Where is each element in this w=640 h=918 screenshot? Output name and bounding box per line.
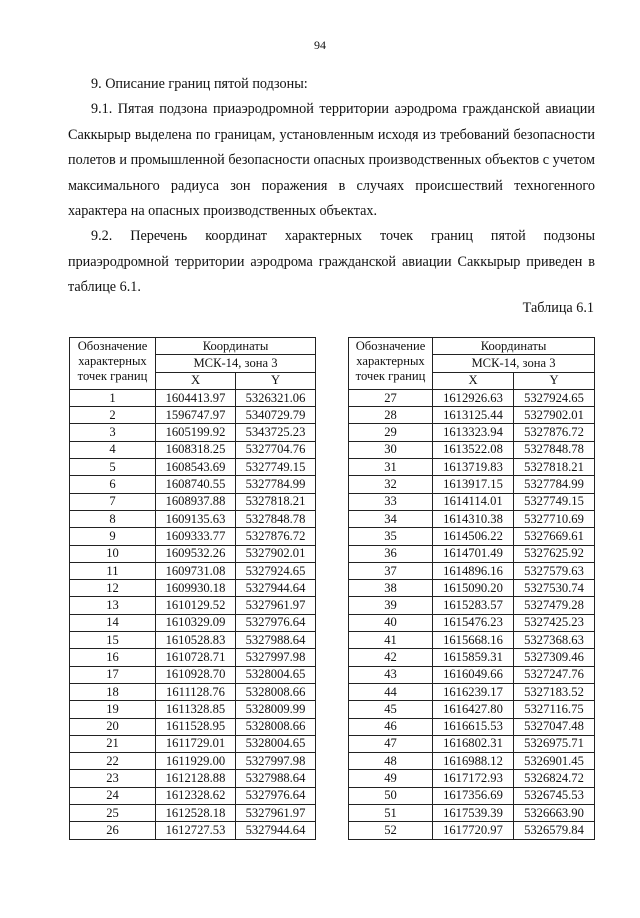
point-number-cell: 24 (70, 787, 156, 804)
y-coordinate-cell: 5327924.65 (514, 389, 595, 406)
point-number-cell: 27 (349, 389, 433, 406)
x-coordinate-cell: 1616049.66 (433, 666, 514, 683)
y-coordinate-cell: 5327749.15 (236, 459, 316, 476)
y-coordinate-cell: 5327047.48 (514, 718, 595, 735)
table-row (349, 735, 595, 752)
x-coordinate-cell: 1613522.08 (433, 441, 514, 458)
y-coordinate-cell: 5326975.71 (514, 735, 595, 752)
y-coordinate-cell: 5326663.90 (514, 805, 595, 822)
x-coordinate-cell: 1611328.85 (156, 701, 236, 718)
x-coordinate-cell: 1616239.17 (433, 683, 514, 700)
table-row (70, 701, 316, 718)
x-coordinate-cell: 1609532.26 (156, 545, 236, 562)
x-coordinate-cell: 1610728.71 (156, 649, 236, 666)
point-number-cell: 13 (70, 597, 156, 614)
y-coordinate-cell: 5328009.99 (236, 701, 316, 718)
point-number-cell: 51 (349, 805, 433, 822)
y-coordinate-cell: 5327530.74 (514, 580, 595, 597)
table-row (70, 562, 316, 579)
x-coordinate-cell: 1615859.31 (433, 649, 514, 666)
table-row (70, 407, 316, 424)
x-coordinate-cell: 1612528.18 (156, 805, 236, 822)
x-coordinate-cell: 1609135.63 (156, 510, 236, 527)
table-row (70, 424, 316, 441)
y-coordinate-cell: 5326824.72 (514, 770, 595, 787)
y-coordinate-cell: 5327309.46 (514, 649, 595, 666)
y-coordinate-cell: 5340729.79 (236, 407, 316, 424)
point-number-cell: 17 (70, 666, 156, 683)
table-row (349, 545, 595, 562)
y-coordinate-cell: 5343725.23 (236, 424, 316, 441)
x-coordinate-cell: 1616802.31 (433, 735, 514, 752)
x-coordinate-cell: 1613323.94 (433, 424, 514, 441)
x-coordinate-cell: 1612128.88 (156, 770, 236, 787)
table-row (349, 562, 595, 579)
x-coordinate-cell: 1608937.88 (156, 493, 236, 510)
x-coordinate-cell: 1610928.70 (156, 666, 236, 683)
y-coordinate-cell: 5327710.69 (514, 510, 595, 527)
y-coordinate-cell: 5327784.99 (236, 476, 316, 493)
header-x: X (156, 372, 236, 389)
y-coordinate-cell: 5327924.65 (236, 562, 316, 579)
table-row (70, 822, 316, 839)
x-coordinate-cell: 1605199.92 (156, 424, 236, 441)
y-coordinate-cell: 5327961.97 (236, 597, 316, 614)
x-coordinate-cell: 1596747.97 (156, 407, 236, 424)
x-coordinate-cell: 1612926.63 (433, 389, 514, 406)
x-coordinate-cell: 1615476.23 (433, 614, 514, 631)
x-coordinate-cell: 1608740.55 (156, 476, 236, 493)
header-designation-line-3: точек границ (77, 369, 148, 383)
y-coordinate-cell: 5326901.45 (514, 753, 595, 770)
point-number-cell: 25 (70, 805, 156, 822)
y-coordinate-cell: 5327902.01 (514, 407, 595, 424)
header-designation-line-1: Обозначение (77, 339, 148, 353)
table-row (70, 597, 316, 614)
table-row (70, 770, 316, 787)
table-row (70, 735, 316, 752)
section-heading: 9. Описание границ пятой подзоны: (91, 76, 308, 92)
y-coordinate-cell: 5327818.21 (236, 493, 316, 510)
x-coordinate-cell: 1614701.49 (433, 545, 514, 562)
x-coordinate-cell: 1613917.15 (433, 476, 514, 493)
table-row (70, 493, 316, 510)
point-number-cell: 50 (349, 787, 433, 804)
y-coordinate-cell: 5328004.65 (236, 735, 316, 752)
header-x: X (433, 372, 514, 389)
header-coordinates: Координаты (156, 338, 316, 355)
table-row (349, 701, 595, 718)
header-designation-line-1: Обозначение (355, 339, 426, 353)
table-row (70, 718, 316, 735)
point-number-cell: 19 (70, 701, 156, 718)
x-coordinate-cell: 1612727.53 (156, 822, 236, 839)
table-row (70, 459, 316, 476)
x-coordinate-cell: 1616615.53 (433, 718, 514, 735)
y-coordinate-cell: 5326579.84 (514, 822, 595, 839)
x-coordinate-cell: 1615668.16 (433, 632, 514, 649)
y-coordinate-cell: 5327784.99 (514, 476, 595, 493)
point-number-cell: 11 (70, 562, 156, 579)
y-coordinate-cell: 5327579.63 (514, 562, 595, 579)
header-y: Y (236, 372, 316, 389)
y-coordinate-cell: 5327848.78 (514, 441, 595, 458)
point-number-cell: 36 (349, 545, 433, 562)
table-row (70, 666, 316, 683)
y-coordinate-cell: 5327997.98 (236, 753, 316, 770)
header-designation-line-2: характерных (356, 354, 425, 368)
y-coordinate-cell: 5327116.75 (514, 701, 595, 718)
x-coordinate-cell: 1610528.83 (156, 632, 236, 649)
y-coordinate-cell: 5327876.72 (236, 528, 316, 545)
table-row (349, 441, 595, 458)
table-row (70, 632, 316, 649)
y-coordinate-cell: 5327988.64 (236, 632, 316, 649)
x-coordinate-cell: 1608543.69 (156, 459, 236, 476)
x-coordinate-cell: 1614896.16 (433, 562, 514, 579)
table-row (70, 787, 316, 804)
point-number-cell: 16 (70, 649, 156, 666)
x-coordinate-cell: 1611729.01 (156, 735, 236, 752)
point-number-cell: 23 (70, 770, 156, 787)
page-number: 94 (314, 38, 326, 52)
x-coordinate-cell: 1608318.25 (156, 441, 236, 458)
point-number-cell: 6 (70, 476, 156, 493)
point-number-cell: 49 (349, 770, 433, 787)
y-coordinate-cell: 5326745.53 (514, 787, 595, 804)
y-coordinate-cell: 5327669.61 (514, 528, 595, 545)
point-number-cell: 22 (70, 753, 156, 770)
coordinates-table-right (348, 337, 595, 840)
point-number-cell: 38 (349, 580, 433, 597)
table-row (349, 614, 595, 631)
table-row (349, 787, 595, 804)
y-coordinate-cell: 5327479.28 (514, 597, 595, 614)
table-row (349, 822, 595, 839)
x-coordinate-cell: 1614506.22 (433, 528, 514, 545)
y-coordinate-cell: 5327944.64 (236, 580, 316, 597)
point-number-cell: 48 (349, 753, 433, 770)
point-number-cell: 15 (70, 632, 156, 649)
table-row (349, 753, 595, 770)
table-row (70, 580, 316, 597)
header-designation-line-3: точек границ (355, 369, 426, 383)
point-number-cell: 30 (349, 441, 433, 458)
point-number-cell: 1 (70, 389, 156, 406)
y-coordinate-cell: 5327976.64 (236, 614, 316, 631)
point-number-cell: 42 (349, 649, 433, 666)
y-coordinate-cell: 5327997.98 (236, 649, 316, 666)
x-coordinate-cell: 1611528.95 (156, 718, 236, 735)
point-number-cell: 52 (349, 822, 433, 839)
point-number-cell: 35 (349, 528, 433, 545)
y-coordinate-cell: 5327425.23 (514, 614, 595, 631)
x-coordinate-cell: 1609333.77 (156, 528, 236, 545)
y-coordinate-cell: 5328008.66 (236, 718, 316, 735)
x-coordinate-cell: 1604413.97 (156, 389, 236, 406)
point-number-cell: 39 (349, 597, 433, 614)
y-coordinate-cell: 5327961.97 (236, 805, 316, 822)
table-row (349, 528, 595, 545)
table-row (349, 770, 595, 787)
coordinates-table-left (69, 337, 316, 840)
x-coordinate-cell: 1609930.18 (156, 580, 236, 597)
point-number-cell: 37 (349, 562, 433, 579)
point-number-cell: 45 (349, 701, 433, 718)
point-number-cell: 32 (349, 476, 433, 493)
point-number-cell: 7 (70, 493, 156, 510)
y-coordinate-cell: 5327944.64 (236, 822, 316, 839)
point-number-cell: 46 (349, 718, 433, 735)
x-coordinate-cell: 1616988.12 (433, 753, 514, 770)
point-number-cell: 28 (349, 407, 433, 424)
paragraph-9-1: 9.1. Пятая подзона приаэродромной территории аэродрома гражданской авиации Саккырыр выделена по границам, установленным исходя из требований безопасности полетов и промышленной безопасности опасных производственных объектов с учетом максимального радиуса зон поражения в случаях происшествий техногенного характера на опасных производственных объектах. (68, 101, 595, 219)
table-row (349, 718, 595, 735)
y-coordinate-cell: 5327876.72 (514, 424, 595, 441)
table-row (349, 389, 595, 406)
point-number-cell: 21 (70, 735, 156, 752)
x-coordinate-cell: 1612328.62 (156, 787, 236, 804)
point-number-cell: 33 (349, 493, 433, 510)
table-row (70, 389, 316, 406)
y-coordinate-cell: 5327848.78 (236, 510, 316, 527)
table-row (70, 510, 316, 527)
x-coordinate-cell: 1617172.93 (433, 770, 514, 787)
table-row (349, 510, 595, 527)
header-y: Y (514, 372, 595, 389)
x-coordinate-cell: 1614310.38 (433, 510, 514, 527)
header-coordinate-system: МСК-14, зона 3 (433, 355, 595, 372)
table-row (349, 459, 595, 476)
table-row (349, 632, 595, 649)
x-coordinate-cell: 1610329.09 (156, 614, 236, 631)
y-coordinate-cell: 5327625.92 (514, 545, 595, 562)
x-coordinate-cell: 1613125.44 (433, 407, 514, 424)
y-coordinate-cell: 5327183.52 (514, 683, 595, 700)
x-coordinate-cell: 1617539.39 (433, 805, 514, 822)
point-number-cell: 3 (70, 424, 156, 441)
point-number-cell: 4 (70, 441, 156, 458)
y-coordinate-cell: 5327704.76 (236, 441, 316, 458)
header-coordinates: Координаты (433, 338, 595, 355)
point-number-cell: 29 (349, 424, 433, 441)
point-number-cell: 47 (349, 735, 433, 752)
x-coordinate-cell: 1611128.76 (156, 683, 236, 700)
table-row (349, 493, 595, 510)
x-coordinate-cell: 1613719.83 (433, 459, 514, 476)
point-number-cell: 26 (70, 822, 156, 839)
y-coordinate-cell: 5327247.76 (514, 666, 595, 683)
y-coordinate-cell: 5327976.64 (236, 787, 316, 804)
x-coordinate-cell: 1615283.57 (433, 597, 514, 614)
y-coordinate-cell: 5326321.06 (236, 389, 316, 406)
table-row (349, 597, 595, 614)
point-number-cell: 14 (70, 614, 156, 631)
table-caption: Таблица 6.1 (522, 300, 594, 316)
table-row (349, 476, 595, 493)
y-coordinate-cell: 5327988.64 (236, 770, 316, 787)
table-row (349, 424, 595, 441)
point-number-cell: 5 (70, 459, 156, 476)
header-designation-line-2: характерных (78, 354, 147, 368)
point-number-cell: 12 (70, 580, 156, 597)
table-row (349, 407, 595, 424)
point-number-cell: 41 (349, 632, 433, 649)
x-coordinate-cell: 1609731.08 (156, 562, 236, 579)
x-coordinate-cell: 1616427.80 (433, 701, 514, 718)
table-row (349, 683, 595, 700)
header-designation (349, 338, 433, 390)
y-coordinate-cell: 5327902.01 (236, 545, 316, 562)
point-number-cell: 10 (70, 545, 156, 562)
header-designation (70, 338, 156, 390)
x-coordinate-cell: 1610129.52 (156, 597, 236, 614)
table-row (349, 805, 595, 822)
table-row (349, 666, 595, 683)
point-number-cell: 44 (349, 683, 433, 700)
table-row (70, 545, 316, 562)
point-number-cell: 43 (349, 666, 433, 683)
x-coordinate-cell: 1614114.01 (433, 493, 514, 510)
table-row (70, 649, 316, 666)
y-coordinate-cell: 5327818.21 (514, 459, 595, 476)
y-coordinate-cell: 5328004.65 (236, 666, 316, 683)
point-number-cell: 9 (70, 528, 156, 545)
table-row (70, 683, 316, 700)
point-number-cell: 34 (349, 510, 433, 527)
x-coordinate-cell: 1611929.00 (156, 753, 236, 770)
point-number-cell: 8 (70, 510, 156, 527)
x-coordinate-cell: 1617356.69 (433, 787, 514, 804)
paragraph-9-2: 9.2. Перечень координат характерных точек границ пятой подзоны приаэродромной территории аэродрома гражданской авиации Саккырыр приведен в таблице 6.1. (68, 228, 595, 295)
point-number-cell: 40 (349, 614, 433, 631)
point-number-cell: 20 (70, 718, 156, 735)
point-number-cell: 18 (70, 683, 156, 700)
table-row (70, 614, 316, 631)
table-row (70, 753, 316, 770)
table-row (70, 805, 316, 822)
header-coordinate-system: МСК-14, зона 3 (156, 355, 316, 372)
x-coordinate-cell: 1615090.20 (433, 580, 514, 597)
y-coordinate-cell: 5328008.66 (236, 683, 316, 700)
table-row (70, 476, 316, 493)
y-coordinate-cell: 5327368.63 (514, 632, 595, 649)
table-row (349, 649, 595, 666)
table-row (349, 580, 595, 597)
point-number-cell: 31 (349, 459, 433, 476)
table-row (70, 528, 316, 545)
table-row (70, 441, 316, 458)
point-number-cell: 2 (70, 407, 156, 424)
x-coordinate-cell: 1617720.97 (433, 822, 514, 839)
y-coordinate-cell: 5327749.15 (514, 493, 595, 510)
